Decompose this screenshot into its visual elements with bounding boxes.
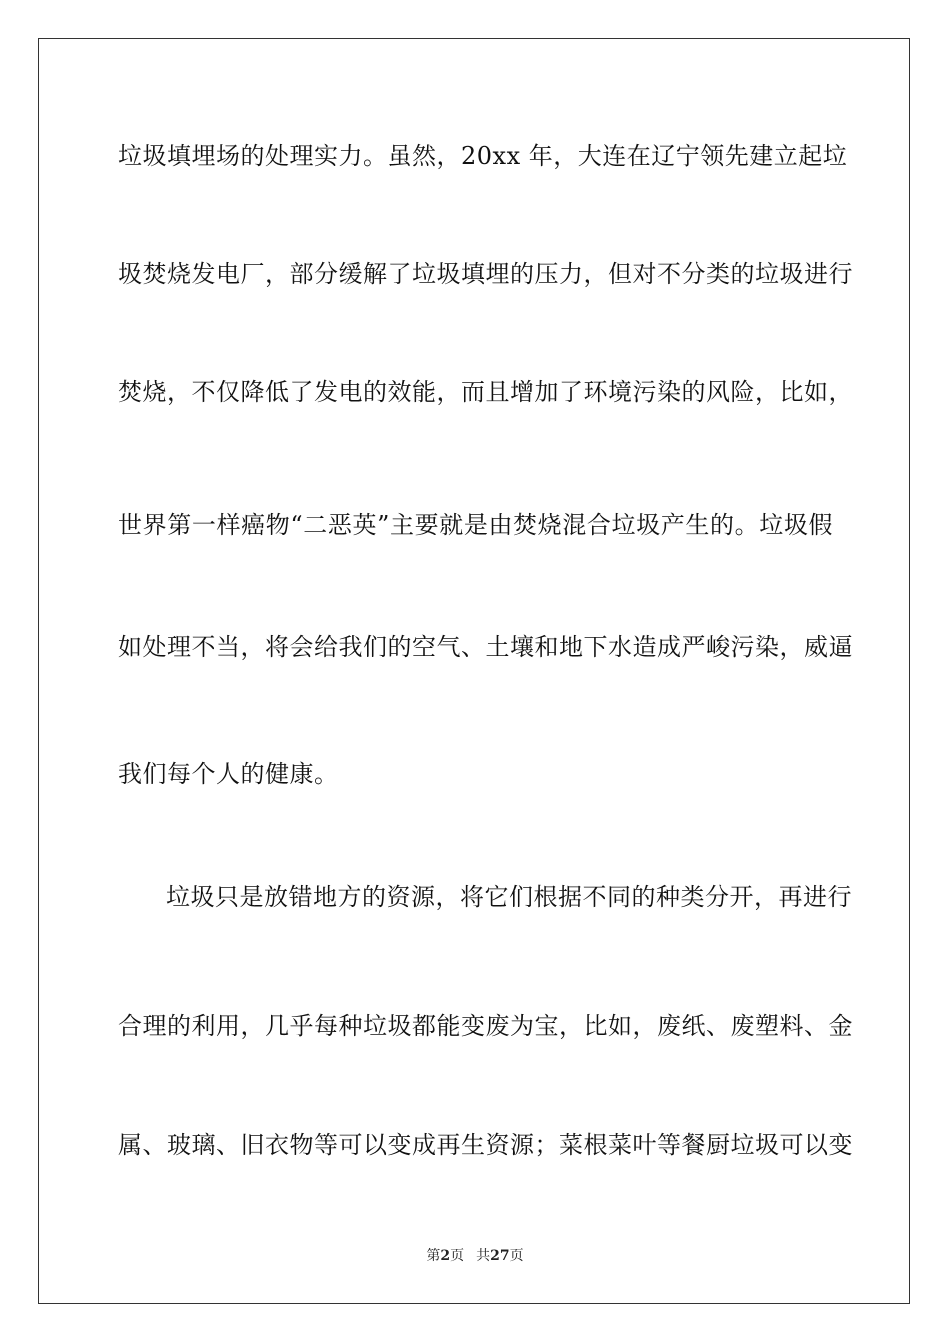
page-suffix: 页	[450, 1248, 465, 1264]
paragraph-line: 我们每个人的健康。	[118, 760, 339, 788]
total-pages-number: 27	[490, 1248, 510, 1264]
paragraph-line: 如处理不当，将会给我们的空气、土壤和地下水造成严峻污染，威逼	[118, 633, 853, 661]
total-suffix: 页	[509, 1248, 524, 1264]
paragraph-line: 合理的利用，几乎每种垃圾都能变废为宝，比如，废纸、废塑料、金	[118, 1012, 853, 1040]
paragraph-line: 圾焚烧发电厂，部分缓解了垃圾填埋的压力，但对不分类的垃圾进行	[118, 260, 853, 288]
current-page-number: 2	[440, 1248, 451, 1264]
page-border	[38, 38, 910, 1304]
page-prefix: 第	[426, 1248, 441, 1264]
paragraph-line: 垃圾只是放错地方的资源，将它们根据不同的种类分开，再进行	[166, 883, 852, 911]
paragraph-line: 世界第一样癌物“二恶英”主要就是由焚烧混合垃圾产生的。垃圾假	[118, 511, 833, 539]
paragraph-line: 属、玻璃、旧衣物等可以变成再生资源；菜根菜叶等餐厨垃圾可以变	[118, 1131, 853, 1159]
paragraph-line: 焚烧，不仅降低了发电的效能，而且增加了环境污染的风险，比如，	[118, 378, 853, 406]
page-footer	[0, 1246, 950, 1266]
total-prefix: 共	[476, 1248, 491, 1264]
paragraph-line: 垃圾填埋场的处理实力。虽然，20xx 年，大连在辽宁领先建立起垃	[118, 142, 848, 170]
